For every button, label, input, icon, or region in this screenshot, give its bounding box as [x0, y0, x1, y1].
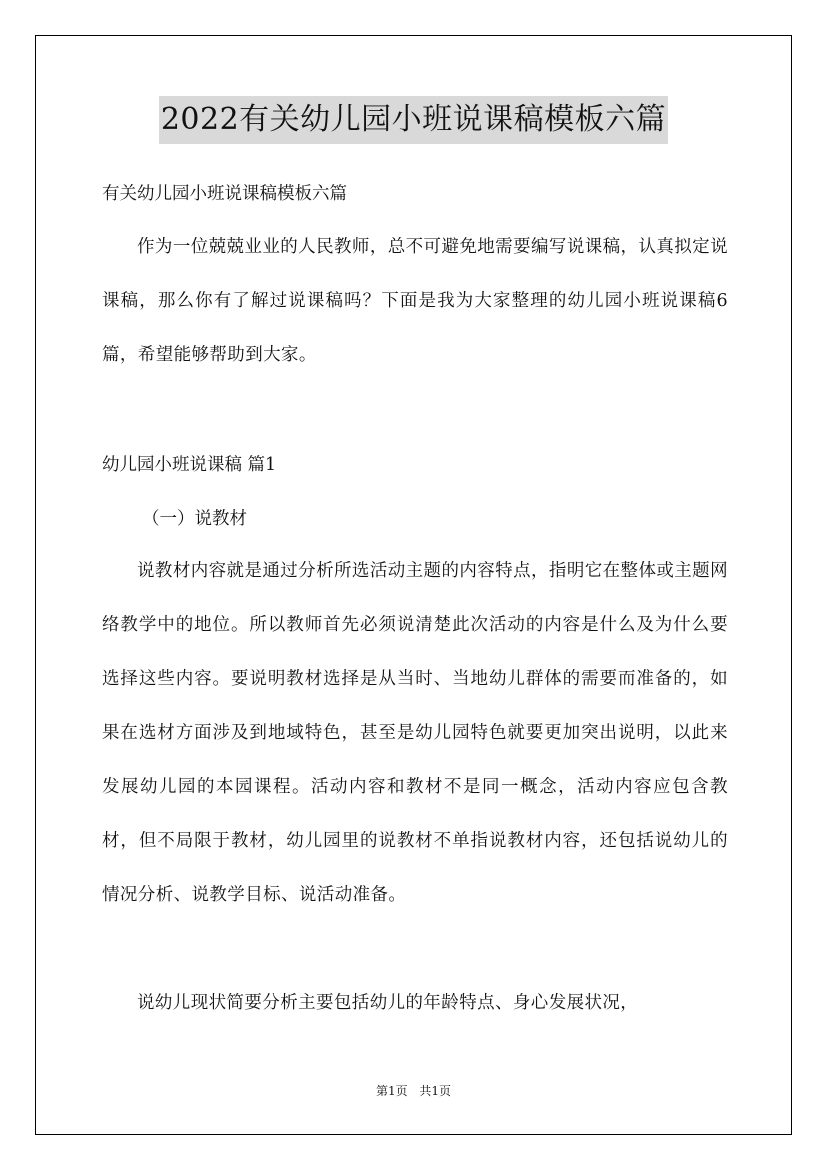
- body-paragraph-1: 说教材内容就是通过分析所选活动主题的内容特点，指明它在整体或主题网络教学中的地位。所以教师首先必须说清楚此次活动的内容是什么及为什么要选择这些内容。要说明教材选择是从当时、当地幼儿群体的需要而准备的，如果在选材方面涉及到地域特色，甚至是幼儿园特色就要更加突出说明，以此来发展幼儿园的本园课程。活动内容和教材不是同一概念，活动内容应包含教材，但不局限于教材，幼儿园里的说教材不单指说教材内容，还包括说幼儿的情况分析、说教学目标、说活动准备。: [102, 561, 728, 905]
- body-paragraph-2: 说幼儿现状简要分析主要包括幼儿的年龄特点、身心发展状况，: [137, 993, 639, 1013]
- document-title: 2022有关幼儿园小班说课稿模板六篇: [159, 96, 668, 144]
- document-title-container: [0, 96, 827, 144]
- page-footer: [0, 1083, 827, 1099]
- page-number: 第1页: [375, 1084, 408, 1098]
- page-total: 共1页: [419, 1084, 452, 1098]
- subsection-heading: （一）说教材: [142, 509, 247, 529]
- intro-paragraph: 作为一位兢兢业业的人民教师，总不可避免地需要编写说课稿，认真拟定说课稿，那么你有了解过说课稿吗？下面是我为大家整理的幼儿园小班说课稿6篇，希望能够帮助到大家。: [102, 237, 728, 365]
- document-subtitle: 有关幼儿园小班说课稿模板六篇: [102, 184, 347, 204]
- section-heading: 幼儿园小班说课稿 篇1: [102, 455, 277, 475]
